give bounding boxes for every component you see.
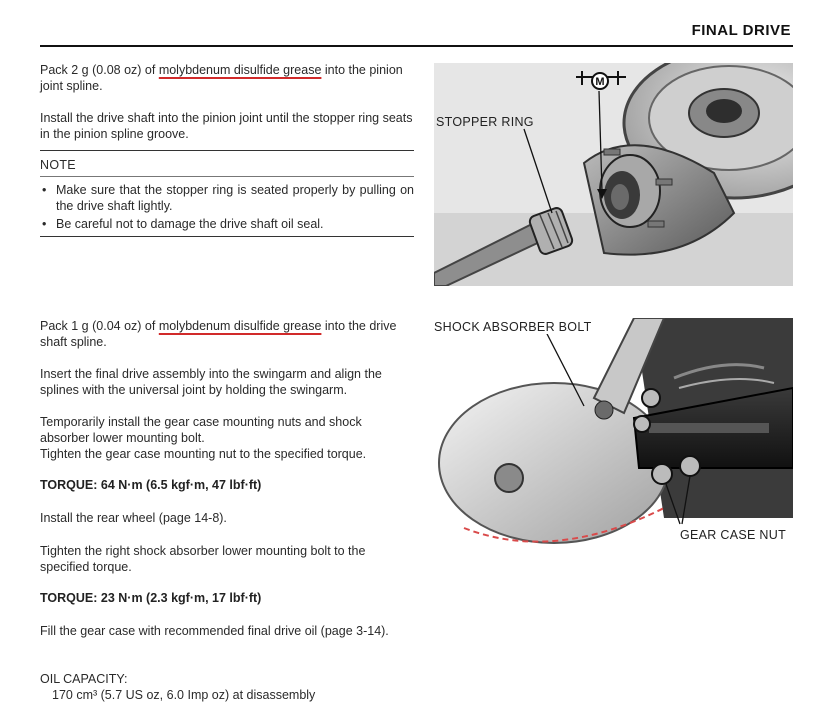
step-insert-assembly: Insert the final drive assembly into the swingarm and align the splines with the universal joint by holding the swingarm.: [40, 367, 382, 397]
header-divider: [40, 45, 793, 47]
torque-value: 64 N·m (6.5 kgf·m, 47 lbf·ft): [100, 478, 262, 492]
step-install-wheel: Install the rear wheel (page 14-8).: [40, 511, 227, 525]
stopper-ring-photo: [434, 63, 793, 286]
step-install-nuts: Temporarily install the gear case mounting nuts and shock absorber lower mounting bolt.: [40, 415, 362, 445]
note-item: • Make sure that the stopper ring is seated properly by pulling on the drive shaft lightly.: [40, 182, 414, 214]
oil-capacity-value: 170 cm³ (5.7 US oz, 6.0 Imp oz) at disassembly: [52, 688, 316, 702]
step-fill-oil: Fill the gear case with recommended final drive oil (page 3-14).: [40, 624, 389, 638]
callout-shock-absorber-bolt: SHOCK ABSORBER BOLT: [434, 320, 596, 334]
torque-spec-1: [40, 478, 261, 492]
page-title: FINAL DRIVE: [691, 22, 791, 39]
note-top-rule: [40, 150, 414, 151]
torque-spec-2: [40, 591, 261, 605]
note-item: • Be careful not to damage the drive shaft oil seal.: [40, 216, 414, 232]
gear-case-photo: [434, 318, 793, 544]
stopper-ring-illustration: [434, 63, 793, 286]
oil-capacity-label: OIL CAPACITY:: [40, 672, 128, 686]
callout-stopper-ring: STOPPER RING: [436, 115, 534, 129]
step-text: Pack 2 g (0.08 oz) of: [40, 63, 159, 77]
grease-highlight: molybdenum disulfide grease: [158, 319, 322, 333]
step-tighten-shock-bolt: Tighten the right shock absorber lower mounting bolt to the specified torque.: [40, 544, 366, 574]
torque-label: TORQUE:: [40, 591, 98, 605]
note-bottom-rule: [40, 236, 414, 237]
note-heading: NOTE: [40, 158, 76, 172]
callout-gear-case-nut: GEAR CASE NUT: [680, 528, 786, 542]
torque-value: 23 N·m (2.3 kgf·m, 17 lbf·ft): [100, 591, 262, 605]
step-pack-drive-shaft: [40, 318, 414, 350]
step-text: Pack 1 g (0.04 oz) of: [40, 319, 159, 333]
step-text: into the drive shaft spline.: [40, 319, 397, 349]
note-list: [40, 182, 414, 232]
note-heading-rule: [40, 176, 414, 177]
step-install-drive-shaft: Install the drive shaft into the pinion joint until the stopper ring seats in the pinion spline groove.: [40, 111, 413, 141]
step-text: into the pinion joint spline.: [40, 63, 403, 93]
step-tighten-nut: Tighten the gear case mounting nut to the specified torque.: [40, 447, 367, 461]
step-pack-pinion: [40, 62, 414, 94]
grease-symbol-label: M: [595, 76, 605, 88]
grease-highlight: molybdenum disulfide grease: [158, 63, 322, 77]
gear-case-illustration: [434, 318, 793, 544]
torque-label: TORQUE:: [40, 478, 98, 492]
